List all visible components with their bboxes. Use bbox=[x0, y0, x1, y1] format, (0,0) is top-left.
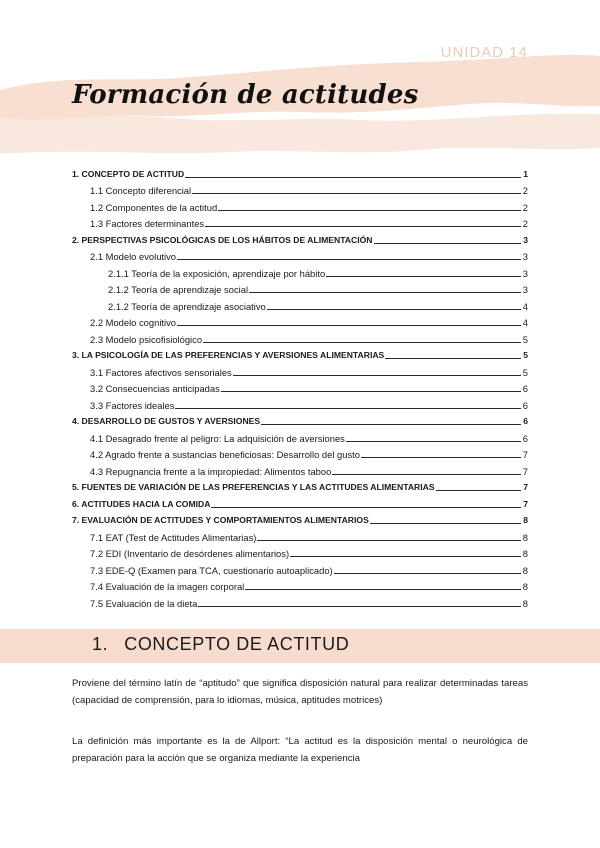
toc-entry[interactable] bbox=[72, 394, 528, 411]
toc-page-number: 5 bbox=[523, 350, 528, 360]
toc-entry[interactable] bbox=[72, 427, 528, 444]
toc-leader-line bbox=[346, 441, 521, 442]
toc-entry-text: 2.3 Modelo psicofisiológico bbox=[90, 333, 203, 345]
body-paragraph: La definición más importante es la de Allport: “La actitud es la disposición mental o neurológica de preparación para la acción que se organiza mediante la experiencia bbox=[72, 736, 528, 764]
toc-entry[interactable] bbox=[72, 361, 528, 378]
unit-label: UNIDAD 14 bbox=[440, 44, 528, 61]
toc-page-number: 8 bbox=[522, 531, 528, 543]
toc-page-number: 7 bbox=[523, 482, 528, 492]
toc-entry[interactable] bbox=[72, 213, 528, 230]
section-title: CONCEPTO DE ACTITUD bbox=[124, 634, 350, 654]
toc-leader-line bbox=[326, 276, 521, 277]
toc-leader-line bbox=[261, 424, 521, 425]
toc-leader-line bbox=[177, 259, 521, 260]
toc-page-number: 4 bbox=[522, 317, 528, 328]
toc-page-number: 7 bbox=[522, 465, 528, 477]
toc-entry-text: 7.4 Evaluación de la imagen corporal bbox=[90, 581, 245, 592]
toc-entry[interactable] bbox=[72, 279, 528, 296]
toc-page-number: 7 bbox=[522, 449, 528, 460]
toc-leader-line bbox=[334, 573, 521, 574]
toc-leader-line bbox=[205, 226, 521, 227]
toc-page-number: 8 bbox=[522, 581, 528, 592]
toc-entry[interactable] bbox=[72, 345, 528, 362]
toc-leader-line bbox=[192, 193, 521, 194]
toc-leader-line bbox=[385, 358, 521, 359]
toc-leader-line bbox=[267, 309, 521, 310]
toc-leader-line bbox=[203, 342, 521, 343]
toc-entry[interactable] bbox=[72, 444, 528, 461]
toc-entry[interactable] bbox=[72, 526, 528, 543]
toc-entry-text: 7.2 EDI (Inventario de desórdenes alimentarios) bbox=[90, 548, 290, 559]
toc-entry[interactable] bbox=[72, 477, 528, 494]
toc-entry[interactable] bbox=[72, 262, 528, 279]
toc-page-number: 8 bbox=[523, 515, 528, 525]
toc-page-number: 6 bbox=[523, 416, 528, 426]
toc-entry-text: 2.1.2 Teoría de aprendizaje social bbox=[108, 284, 249, 295]
toc-page-number: 6 bbox=[522, 383, 528, 394]
document-title: Formación de actitudes bbox=[72, 80, 419, 110]
toc-leader-line bbox=[257, 540, 521, 541]
toc-page-number: 6 bbox=[522, 399, 528, 411]
toc-leader-line bbox=[175, 408, 521, 409]
toc-entry-text: 3. LA PSICOLOGÍA DE LAS PREFERENCIAS Y AVERSIONES ALIMENTARIAS bbox=[72, 350, 385, 360]
toc-entry-text: 1.1 Concepto diferencial bbox=[90, 185, 192, 196]
toc-entry-text: 6. ACTITUDES HACIA LA COMIDA bbox=[72, 498, 211, 509]
toc-page-number: 8 bbox=[522, 564, 528, 576]
toc-leader-line bbox=[361, 457, 521, 458]
toc-leader-line bbox=[211, 507, 521, 508]
toc-page-number: 5 bbox=[522, 366, 528, 378]
toc-entry-text: 7.3 EDE-Q (Examen para TCA, cuestionario autoaplicado) bbox=[90, 564, 333, 576]
toc-entry-text: 1.3 Factores determinantes bbox=[90, 218, 205, 229]
toc-page-number: 3 bbox=[522, 267, 528, 279]
toc-entry-text: 5. FUENTES DE VARIACIÓN DE LAS PREFERENCIAS Y LAS ACTITUDES ALIMENTARIAS bbox=[72, 482, 435, 492]
section-number: 1. bbox=[92, 634, 109, 654]
toc-page-number: 7 bbox=[523, 498, 528, 509]
toc-leader-line bbox=[249, 292, 521, 293]
toc-leader-line bbox=[218, 210, 521, 211]
toc-entry-text: 2.2 Modelo cognitivo bbox=[90, 317, 176, 328]
toc-page-number: 2 bbox=[522, 201, 528, 213]
toc-entry-text: 7. EVALUACIÓN DE ACTITUDES Y COMPORTAMIENTOS ALIMENTARIOS bbox=[72, 515, 369, 525]
toc-entry[interactable] bbox=[72, 559, 528, 576]
toc-entry[interactable] bbox=[72, 163, 528, 180]
toc-leader-line bbox=[245, 589, 521, 590]
body-paragraph: Proviene del término latín de “aptitudo” que significa disposición natural para realizar determinadas tareas (capacidad de comprensión, para lo idiomas, música, aptitudes motrices) bbox=[72, 678, 528, 706]
toc-entry[interactable] bbox=[72, 180, 528, 197]
toc-entry[interactable] bbox=[72, 312, 528, 329]
toc-entry[interactable] bbox=[72, 411, 528, 428]
toc-entry-text: 7.5 Evaluación de la dieta bbox=[90, 597, 198, 609]
toc-entry-text: 4.3 Repugnancia frente a la impropiedad: Alimentos taboo bbox=[90, 465, 332, 477]
toc-entry[interactable] bbox=[72, 576, 528, 593]
toc-page-number: 5 bbox=[522, 333, 528, 345]
toc-page-number: 2 bbox=[522, 218, 528, 229]
toc-entry-text: 4. DESARROLLO DE GUSTOS Y AVERSIONES bbox=[72, 416, 261, 426]
toc-entry-text: 4.1 Desagrado frente al peligro: La adquisición de aversiones bbox=[90, 432, 345, 444]
toc-leader-line bbox=[436, 490, 521, 491]
toc-entry-text: 2.1 Modelo evolutivo bbox=[90, 251, 176, 262]
toc-entry[interactable] bbox=[72, 378, 528, 395]
toc-entry-text: 7.1 EAT (Test de Actitudes Alimentarias) bbox=[90, 531, 257, 543]
table-of-contents bbox=[72, 163, 528, 609]
toc-entry[interactable] bbox=[72, 328, 528, 345]
toc-leader-line bbox=[374, 243, 522, 244]
toc-page-number: 2 bbox=[522, 185, 528, 196]
toc-entry[interactable] bbox=[72, 592, 528, 609]
toc-entry-text: 4.2 Agrado frente a sustancias beneficiosas: Desarrollo del gusto bbox=[90, 449, 360, 460]
toc-page-number: 8 bbox=[522, 548, 528, 559]
toc-page-number: 6 bbox=[522, 432, 528, 444]
toc-leader-line bbox=[221, 391, 521, 392]
toc-entry-text: 2.1.1 Teoría de la exposición, aprendizaje por hábito bbox=[108, 267, 326, 279]
toc-entry[interactable] bbox=[72, 543, 528, 560]
toc-page-number: 3 bbox=[523, 234, 528, 245]
toc-entry-text: 3.1 Factores afectivos sensoriales bbox=[90, 366, 232, 378]
toc-entry-text: 1. CONCEPTO DE ACTITUD bbox=[72, 168, 185, 179]
toc-entry-text: 3.3 Factores ideales bbox=[90, 399, 175, 411]
toc-leader-line bbox=[198, 606, 521, 607]
toc-page-number: 8 bbox=[522, 597, 528, 609]
toc-page-number: 4 bbox=[522, 300, 528, 312]
toc-page-number: 3 bbox=[522, 284, 528, 295]
toc-leader-line bbox=[233, 375, 521, 376]
toc-entry[interactable] bbox=[72, 229, 528, 246]
toc-entry[interactable] bbox=[72, 295, 528, 312]
toc-page-number: 1 bbox=[523, 168, 528, 179]
toc-leader-line bbox=[290, 556, 521, 557]
toc-entry-text: 3.2 Consecuencias anticipadas bbox=[90, 383, 220, 394]
toc-entry[interactable] bbox=[72, 493, 528, 510]
toc-entry[interactable] bbox=[72, 510, 528, 527]
toc-entry[interactable] bbox=[72, 196, 528, 213]
toc-entry-text: 2.1.2 Teoría de aprendizaje asociativo bbox=[108, 300, 266, 312]
toc-entry[interactable] bbox=[72, 460, 528, 477]
toc-leader-line bbox=[185, 177, 521, 178]
toc-leader-line bbox=[370, 523, 521, 524]
toc-entry-text: 2. PERSPECTIVAS PSICOLÓGICAS DE LOS HÁBITOS DE ALIMENTACIÓN bbox=[72, 234, 373, 245]
toc-leader-line bbox=[177, 325, 521, 326]
toc-page-number: 3 bbox=[522, 251, 528, 262]
toc-entry-text: 1.2 Componentes de la actitud bbox=[90, 201, 218, 213]
toc-leader-line bbox=[332, 474, 521, 475]
section-heading bbox=[92, 634, 349, 655]
toc-entry[interactable] bbox=[72, 246, 528, 263]
